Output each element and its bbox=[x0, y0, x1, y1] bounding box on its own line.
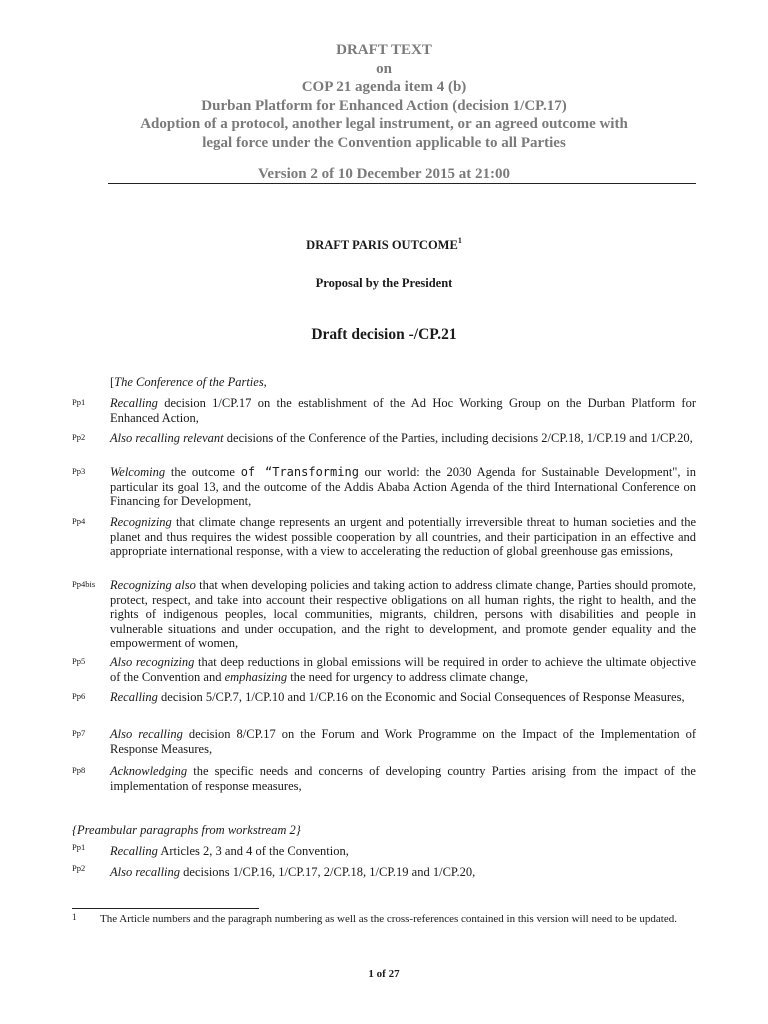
para-italic: Recalling bbox=[110, 690, 158, 704]
para-italic: emphasizing bbox=[224, 669, 288, 684]
footnote-text: The Article numbers and the paragraph numbering as well as the cross-references contained in this version will need to be updated. bbox=[100, 913, 678, 925]
header-line-agenda: COP 21 agenda item 4 (b) bbox=[301, 79, 467, 95]
para-number: Pp2 bbox=[72, 432, 86, 442]
para-text: decisions of the Conference of the Parties, including decisions 2/CP.18, 1/CP.19 and 1/CP.20, bbox=[223, 431, 693, 445]
header-line-adoption: Adoption of a protocol, another legal instrument, or an agreed outcome with bbox=[140, 116, 628, 132]
para-italic: Recalling bbox=[110, 396, 158, 410]
para-number: Pp8 bbox=[72, 765, 86, 775]
para-italic: Also recalling bbox=[110, 727, 183, 741]
para-italic: Recognizing bbox=[110, 515, 172, 529]
para-italic: Recalling bbox=[110, 844, 158, 858]
conference-text: The Conference of the Parties, bbox=[114, 375, 267, 389]
para-number: Pp3 bbox=[72, 466, 86, 476]
footnote-divider bbox=[72, 908, 259, 909]
para-italic: Welcoming bbox=[110, 465, 166, 479]
preamble-paragraph bbox=[110, 690, 696, 705]
para-text: decision 8/CP.17 on the Forum and Work Programme on the Impact of the Implementation of Response Measures, bbox=[110, 727, 696, 756]
preamble-paragraph bbox=[110, 396, 696, 425]
para-text: our world: the 2030 Agenda for Sustainable Development", in particular its goal 13, and the outcome of the Addis Ababa Action Agenda of the third International Conference on Financing for Development, bbox=[110, 465, 696, 509]
preamble-paragraph bbox=[110, 515, 696, 559]
header-line-durban: Durban Platform for Enhanced Action (decision 1/CP.17) bbox=[201, 97, 567, 114]
document-title bbox=[0, 237, 768, 253]
footnote-reference[interactable]: 1 bbox=[457, 236, 462, 245]
para-italic: Recognizing also bbox=[110, 578, 196, 592]
para-italic: Acknowledging bbox=[110, 764, 188, 778]
document-title-text: DRAFT PARIS OUTCOME bbox=[306, 238, 458, 253]
preamble-paragraph bbox=[110, 764, 696, 793]
header-line-draft-text: DRAFT TEXT bbox=[336, 42, 432, 58]
para-number: Pp4 bbox=[72, 516, 86, 526]
para-italic: Also recognizing bbox=[110, 655, 195, 669]
page-number: 1 of 27 bbox=[368, 968, 400, 980]
para-number: Pp7 bbox=[72, 728, 86, 738]
para-number: Pp5 bbox=[72, 656, 86, 666]
footnote-number: 1 bbox=[72, 912, 77, 922]
header-version: Version 2 of 10 December 2015 at 21:00 bbox=[257, 166, 511, 182]
para-number: Pp6 bbox=[72, 691, 86, 701]
preamble-paragraph bbox=[110, 655, 696, 684]
para-number: Pp2 bbox=[72, 863, 86, 873]
para-number: Pp1 bbox=[72, 397, 86, 407]
para-text: that when developing policies and taking action to address climate change, Parties should promote, protect, respect, and take into account their respective obligations on all human rights, the right to health, and the rights of indigenous peoples, local communities, migrants, children, persons with disabilities and people in vulnerable situations and under occupation, and the right to development, and promote gender equality and the empowerment of women, bbox=[110, 578, 696, 651]
preamble-paragraph bbox=[110, 465, 696, 509]
header-line-on: on bbox=[376, 60, 392, 77]
para-number: Pp1 bbox=[72, 842, 86, 852]
para-text: decision 1/CP.17 on the establishment of the Ad Hoc Working Group on the Durban Platform for Enhanced Action, bbox=[110, 396, 696, 425]
workstream2-paragraph bbox=[110, 844, 696, 859]
para-text: that climate change represents an urgent and potentially irreversible threat to human societies and the planet and thus requires the widest possible cooperation by all countries, and their participation in an effective and appropriate international response, with a view to accelerating the reduction of global greenhouse gas emissions, bbox=[110, 515, 696, 559]
document-header bbox=[0, 41, 768, 184]
document-subtitle: Proposal by the President bbox=[315, 276, 453, 290]
para-text: Articles 2, 3 and 4 of the Convention, bbox=[157, 844, 349, 858]
header-line-legal-force: legal force under the Convention applicable to all Parties bbox=[202, 134, 566, 151]
para-number: Pp4bis bbox=[72, 579, 96, 589]
para-text: the specific needs and concerns of developing country Parties arising from the impact of the implementation of response measures, bbox=[110, 764, 696, 793]
preamble-paragraph bbox=[110, 578, 696, 651]
para-text: decisions 1/CP.16, 1/CP.17, 2/CP.18, 1/CP.19 and 1/CP.20, bbox=[180, 865, 476, 879]
preamble-paragraph bbox=[110, 727, 696, 756]
para-italic: Also recalling bbox=[110, 865, 181, 879]
conference-bracket: [ bbox=[110, 375, 115, 389]
preamble-paragraph bbox=[110, 431, 696, 446]
decision-title: Draft decision -/CP.21 bbox=[311, 326, 457, 343]
para-text: the need for urgency to address climate change, bbox=[287, 669, 529, 684]
para-text: decision 5/CP.7, 1/CP.10 and 1/CP.16 on the Economic and Social Consequences of Response Measures, bbox=[157, 690, 685, 704]
workstream2-heading: {Preambular paragraphs from workstream 2} bbox=[72, 823, 301, 837]
workstream2-paragraph bbox=[110, 865, 696, 880]
para-text: the outcome bbox=[165, 465, 241, 479]
para-text: that deep reductions in global emissions will be required in order to achieve the ultimate objective of the Convention and bbox=[110, 655, 696, 684]
conference-line bbox=[110, 375, 267, 390]
para-italic: Also recalling relevant bbox=[110, 431, 224, 445]
para-text-mono: of “Transforming bbox=[240, 465, 359, 479]
header-divider bbox=[108, 183, 696, 184]
